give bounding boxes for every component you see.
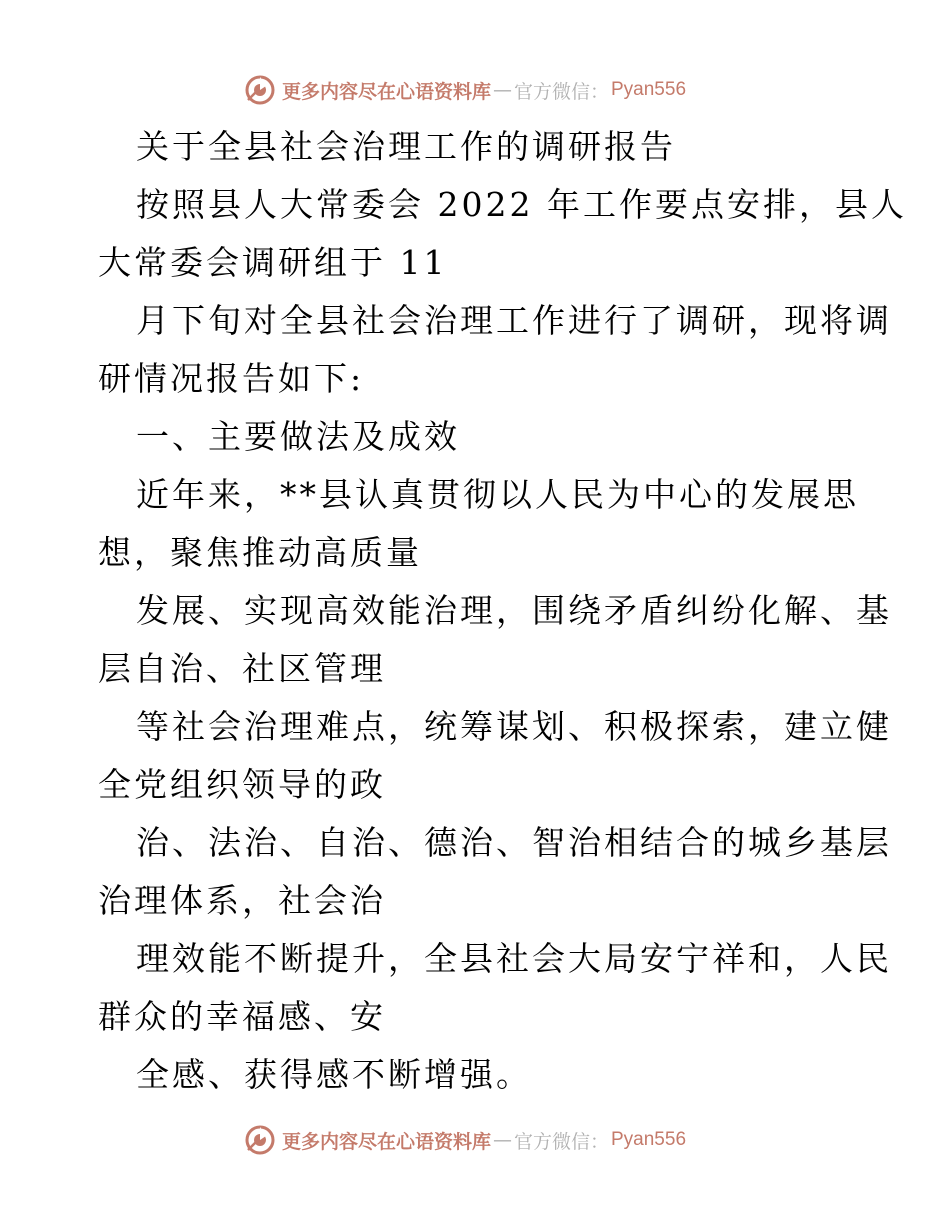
watermark-official: 官方微信： (513, 80, 609, 103)
paragraph-line: 治、法治、自治、德治、智治相结合的城乡基层 (136, 823, 892, 862)
paragraph-line: 发展、实现高效能治理，围绕矛盾纠纷化解、基 (136, 591, 892, 630)
watermark-brand: 更多内容尽在心语资料库 (281, 1130, 491, 1153)
paragraph-7 (98, 930, 892, 1046)
section-heading (98, 408, 858, 466)
paragraph-3 (98, 466, 858, 582)
paragraph-line: 层自治、社区管理 (98, 649, 386, 688)
paragraph-line: 大常委会调研组于 11 (98, 243, 448, 282)
watermark-id: Pyan556 (611, 79, 687, 100)
heading-line: 一、主要做法及成效 (136, 417, 460, 456)
paragraph-line: 研情况报告如下: (98, 359, 365, 398)
document-title (98, 118, 858, 176)
paragraph-line: 全党组织领导的政 (98, 765, 386, 804)
brand-logo-icon (244, 74, 276, 106)
paragraph-line: 月下旬对全县社会治理工作进行了调研，现将调 (136, 301, 892, 340)
watermark-official: 官方微信： (513, 1130, 609, 1153)
paragraph-line: 群众的幸福感、安 (98, 997, 386, 1036)
watermark-footer (0, 1120, 950, 1160)
paragraph-line: 全感、获得感不断增强。 (136, 1055, 532, 1094)
watermark-header (0, 70, 950, 110)
paragraph-2 (98, 292, 892, 408)
paragraph-line: 想，聚焦推动高质量 (98, 533, 422, 572)
watermark-brand: 更多内容尽在心语资料库 (281, 80, 491, 103)
document-body (98, 118, 907, 1104)
paragraph-line: 理效能不断提升，全县社会大局安宁祥和，人民 (136, 939, 892, 978)
brand-logo-icon (244, 1124, 276, 1156)
watermark-id: Pyan556 (611, 1129, 687, 1150)
paragraph-line: 近年来，**县认真贯彻以人民为中心的发展思 (136, 475, 859, 514)
paragraph-5 (98, 698, 892, 814)
paragraph-6 (98, 814, 892, 930)
watermark-dash: — (492, 79, 512, 101)
paragraph-4 (98, 582, 892, 698)
watermark-dash: — (492, 1129, 512, 1151)
paragraph-line: 按照县人大常委会 2022 年工作要点安排，县人 (136, 185, 907, 224)
paragraph-line: 等社会治理难点，统筹谋划、积极探索，建立健 (136, 707, 892, 746)
paragraph-1 (98, 176, 907, 292)
title-line: 关于全县社会治理工作的调研报告 (136, 127, 676, 166)
paragraph-8 (98, 1046, 858, 1104)
paragraph-line: 治理体系，社会治 (98, 881, 386, 920)
